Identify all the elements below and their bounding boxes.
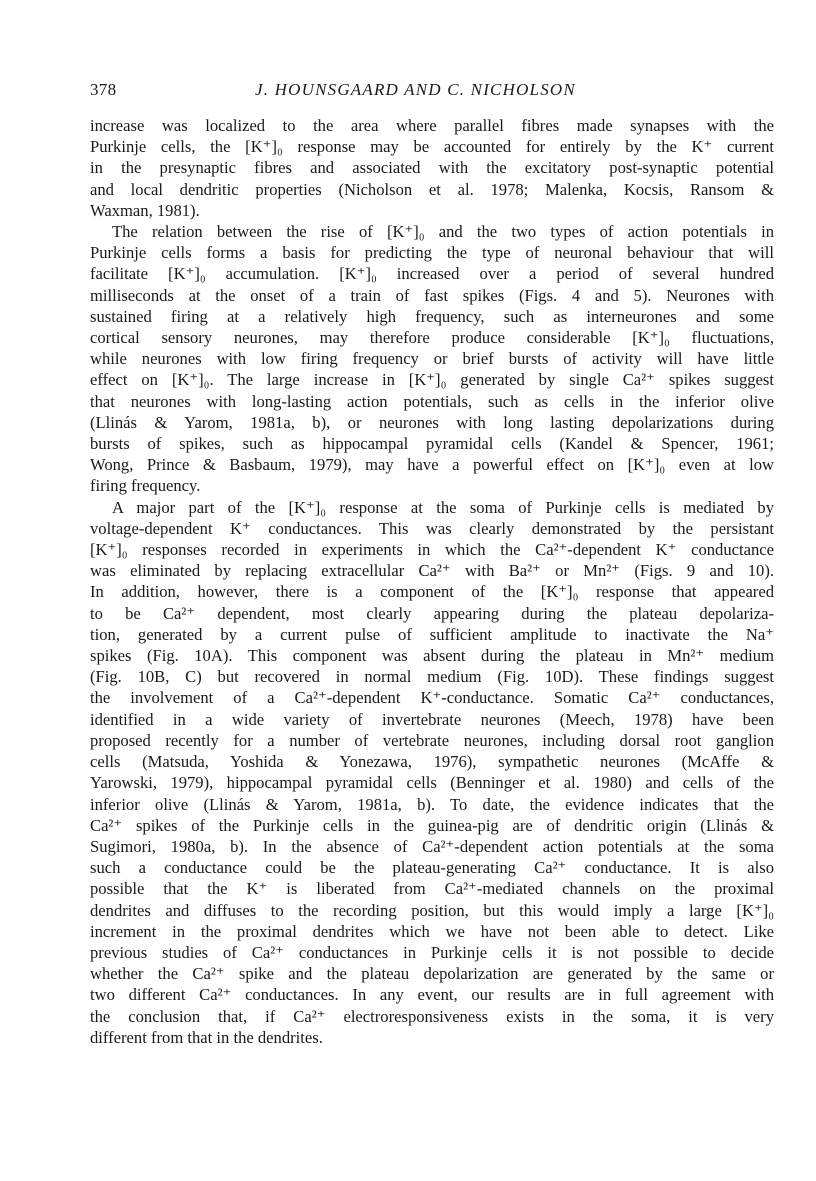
text-line: (Llinás & Yarom, 1981a, b), or neurones with long lasting depolarizations during: [90, 412, 774, 432]
paragraph-2: [90, 221, 774, 497]
running-head-authors: J. HOUNSGAARD AND C. NICHOLSON: [255, 80, 576, 99]
text-line: inferior olive (Llinás & Yarom, 1981a, b). To date, the evidence indicates that the: [90, 794, 774, 814]
text-line: Yarowski, 1979), hippocampal pyramidal cells (Benninger et al. 1980) and cells of the: [90, 773, 774, 793]
text-line: The relation between the rise of [K⁺]₀ and the two types of action potentials in: [112, 222, 774, 242]
text-line: tion, generated by a current pulse of sufficient amplitude to inactivate the Na⁺: [90, 624, 774, 644]
text-line: whether the Ca²⁺ spike and the plateau depolarization are generated by the same or: [90, 964, 774, 984]
text-line: dendrites and diffuses to the recording position, but this would imply a large [K⁺]₀: [90, 900, 774, 920]
text-line: possible that the K⁺ is liberated from Ca²⁺-mediated channels on the proximal: [90, 879, 774, 899]
text-line: Purkinje cells forms a basis for predicting the type of neuronal behaviour that will: [90, 243, 774, 263]
text-line: the conclusion that, if Ca²⁺ electroresponsiveness exists in the soma, it is very: [90, 1006, 774, 1026]
text-line: to be Ca²⁺ dependent, most clearly appearing during the plateau depolariza-: [90, 603, 774, 623]
text-line: Purkinje cells, the [K⁺]₀ response may be accounted for entirely by the K⁺ current: [90, 137, 774, 157]
text-line: (Fig. 10B, C) but recovered in normal medium (Fig. 10D). These findings suggest: [90, 667, 774, 687]
text-line: increase was localized to the area where parallel fibres made synapses with the: [90, 116, 774, 135]
text-line: in the presynaptic fibres and associated with the excitatory post-synaptic potential: [90, 158, 774, 178]
text-line: cells (Matsuda, Yoshida & Yonezawa, 1976), sympathetic neurones (McAffe &: [90, 752, 774, 772]
text-line: Waxman, 1981).: [90, 200, 200, 220]
text-line: Sugimori, 1980a, b). In the absence of Ca²⁺-dependent action potentials at the soma: [90, 836, 774, 856]
text-line: In addition, however, there is a component of the [K⁺]₀ response that appeared: [90, 582, 774, 602]
text-line: milliseconds at the onset of a train of fast spikes (Figs. 4 and 5). Neurones with: [90, 285, 774, 305]
text-line: Ca²⁺ spikes of the Purkinje cells in the guinea-pig are of dendritic origin (Llinás &: [90, 815, 774, 835]
text-line: facilitate [K⁺]₀ accumulation. [K⁺]₀ increased over a period of several hundred: [90, 264, 774, 284]
text-line: A major part of the [K⁺]₀ response at the soma of Purkinje cells is mediated by: [112, 497, 774, 517]
text-line: bursts of spikes, such as hippocampal pyramidal cells (Kandel & Spencer, 1961;: [90, 434, 774, 454]
text-line: the involvement of a Ca²⁺-dependent K⁺-conductance. Somatic Ca²⁺ conductances,: [90, 688, 774, 708]
text-line: sustained firing at a relatively high frequency, such as interneurones and some: [90, 306, 774, 326]
page-number: 378: [90, 80, 117, 99]
text-line: firing frequency.: [90, 476, 201, 496]
text-line: different from that in the dendrites.: [90, 1027, 323, 1047]
paragraph-1: [90, 115, 774, 221]
text-line: was eliminated by replacing extracellular Ca²⁺ with Ba²⁺ or Mn²⁺ (Figs. 9 and 10).: [90, 561, 774, 581]
text-line: two different Ca²⁺ conductances. In any event, our results are in full agreement with: [90, 985, 774, 1005]
text-line: and local dendritic properties (Nicholson et al. 1978; Malenka, Kocsis, Ransom &: [90, 179, 774, 199]
text-line: spikes (Fig. 10A). This component was absent during the plateau in Mn²⁺ medium: [90, 646, 774, 666]
text-line: identified in a wide variety of invertebrate neurones (Meech, 1978) have been: [90, 709, 774, 729]
text-line: such a conductance could be the plateau-generating Ca²⁺ conductance. It is also: [90, 858, 774, 878]
text-line: while neurones with low firing frequency or brief bursts of activity will have little: [90, 349, 774, 369]
text-line: proposed recently for a number of vertebrate neurones, including dorsal root ganglion: [90, 730, 774, 750]
paragraph-3: [90, 497, 774, 1048]
text-line: effect on [K⁺]₀. The large increase in [K⁺]₀ generated by single Ca²⁺ spikes suggest: [90, 370, 774, 390]
text-line: increment in the proximal dendrites which we have not been able to detect. Like: [90, 921, 774, 941]
body-text: [90, 115, 774, 1048]
text-line: [K⁺]₀ responses recorded in experiments in which the Ca²⁺-dependent K⁺ conductance: [90, 540, 774, 560]
text-line: Wong, Prince & Basbaum, 1979), may have a powerful effect on [K⁺]₀ even at low: [90, 455, 774, 475]
text-line: cortical sensory neurones, may therefore produce considerable [K⁺]₀ fluctuations,: [90, 328, 774, 348]
text-line: that neurones with long-lasting action potentials, such as cells in the inferior olive: [90, 391, 774, 411]
text-line: previous studies of Ca²⁺ conductances in Purkinje cells it is not possible to decide: [90, 942, 774, 962]
text-line: voltage-dependent K⁺ conductances. This was clearly demonstrated by the persistant: [90, 518, 774, 538]
page-header: [90, 80, 774, 104]
